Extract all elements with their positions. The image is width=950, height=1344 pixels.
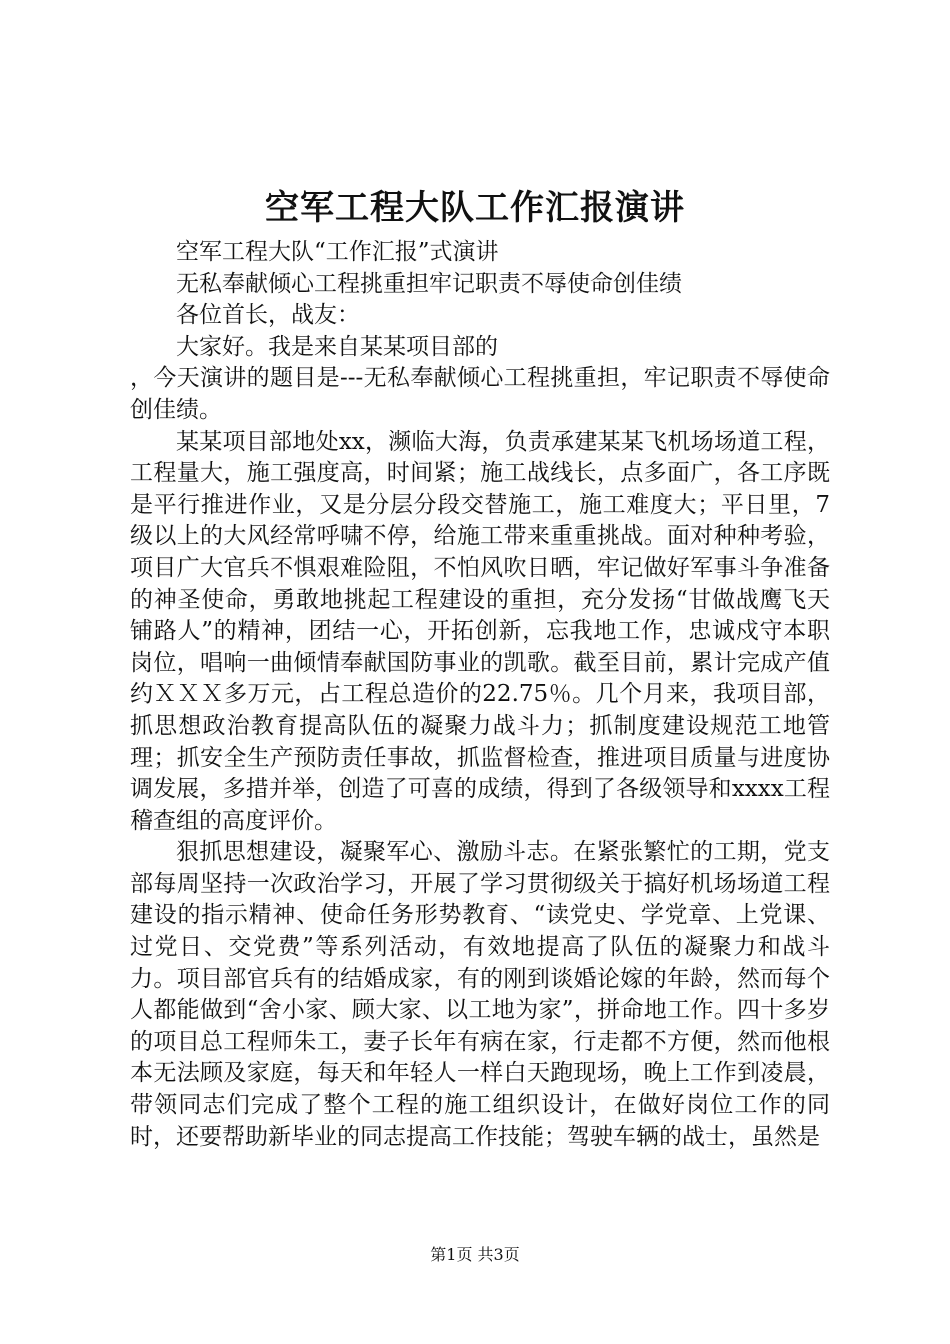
paragraph-project-overview: 某某项目部地处xx，濒临大海，负责承建某某飞机场场道工程，工程量大，施工强度高，时间紧；施工战线长，点多面广，各工序既是平行推进作业，又是分层分段交替施工，施工难度大；平日里，7级以上的大风经常呼啸不停，给施工带来重重挑战。面对种种考验，项目广大官兵不惧艰难险阻，不怕风吹日晒，牢记做好军事斗争准备的神圣使命，勇敢地挑起工程建设的重担，充分发扬“甘做战鹰飞天铺路人”的精神，团结一心，开拓创新，忘我地工作，忠诚戍守本职岗位，唱响一曲倾情奉献国防事业的凯歌。截至目前，累计完成产值约ＸＸＸ多万元，占工程总造价的22.75％。几个月来，我项目部，抓思想政治教育提高队伍的凝聚力战斗力；抓制度建设规范工地管理；抓安全生产预防责任事故，抓监督检查，推进项目质量与进度协调发展，多措并举，创造了可喜的成绩，得到了各级领导和xxxx工程稽查组的高度评价。 [130,428,830,834]
paragraph-greeting: 大家好。我是来自某某项目部的 [176,333,498,360]
page-footer: 第1页 共3页 [430,1245,520,1264]
paragraph-theme: 无私奉献倾心工程挑重担牢记职责不辱使命创佳绩 [176,270,682,297]
page-title: 空军工程大队工作汇报演讲 [265,188,685,228]
paragraph-salutation: 各位首长，战友： [176,302,360,329]
document-body [130,237,830,1153]
paragraph-topic: ，今天演讲的题目是---无私奉献倾心工程挑重担，牢记职责不辱使命创佳绩。 [130,365,830,423]
paragraph-ideology-building: 狠抓思想建设，凝聚军心、激励斗志。在紧张繁忙的工期，党支部每周坚持一次政治学习，开展了学习贯彻级关于搞好机场场道工程建设的指示精神、使命任务形势教育、“读党史、学党章、上党课、过党日、交党费”等系列活动，有效地提高了队伍的凝聚力和战斗力。项目部官兵有的结婚成家，有的刚到谈婚论嫁的年龄，然而每个人都能做到“舍小家、顾大家、以工地为家”，拼命地工作。四十多岁的项目总工程师朱工，妻子长年有病在家，行走都不方便，然而他根本无法顾及家庭，每天和年轻人一样白天跑现场，晚上工作到凌晨，带领同志们完成了整个工程的施工组织设计，在做好岗位工作的同时，还要帮助新毕业的同志提高工作技能；驾驶车辆的战士，虽然是 [130,839,830,1150]
paragraph-subtitle: 空军工程大队“工作汇报”式演讲 [176,239,499,265]
